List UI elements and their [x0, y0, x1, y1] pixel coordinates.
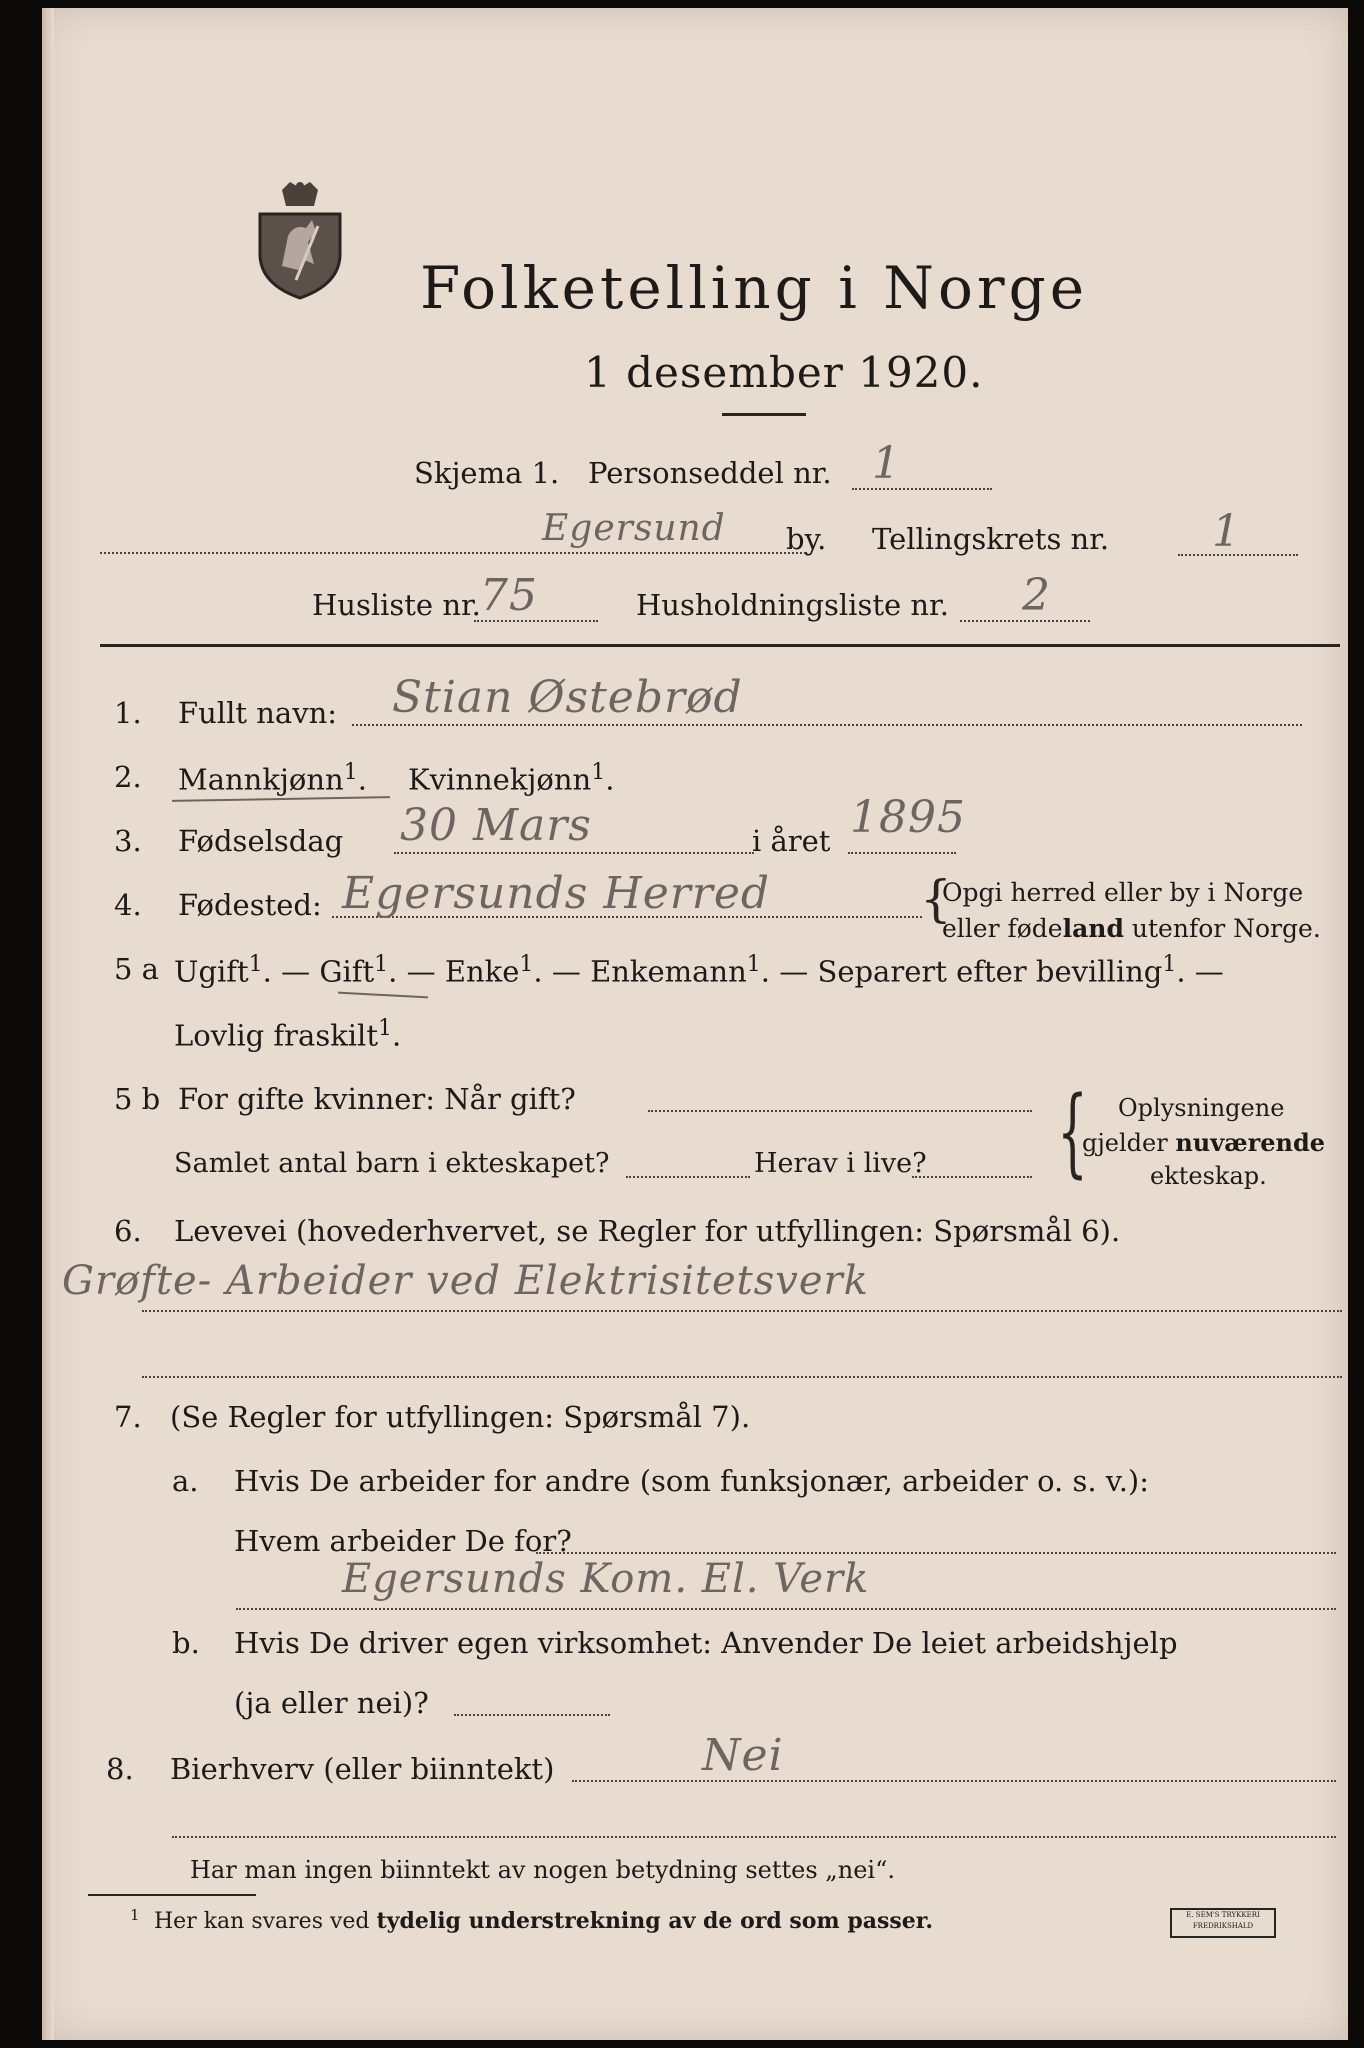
- q5b-brace: {: [1057, 1076, 1088, 1188]
- q7-label: (Se Regler for utfyllingen: Spørsmål 7).: [170, 1400, 751, 1434]
- male-option: Mannkjønn$^1$.: [178, 760, 367, 797]
- q5b-number: 5 b: [114, 1082, 161, 1116]
- husholdning-label: Husholdningsliste nr.: [636, 588, 949, 622]
- q1-label: Fullt navn:: [178, 696, 338, 730]
- title-divider: [722, 413, 806, 416]
- personseddel-label: Personseddel nr.: [588, 456, 832, 490]
- q7b-help-label: (ja eller nei)?: [234, 1686, 429, 1720]
- census-date: 1 desember 1920.: [584, 348, 984, 397]
- ugift-option: Ugift: [174, 954, 249, 989]
- q3-number: 3.: [114, 824, 142, 858]
- q5b-note-line2: gjelder nuværende: [1082, 1128, 1326, 1157]
- female-option: Kvinnekjønn$^1$.: [408, 760, 615, 797]
- husliste-label: Husliste nr.: [312, 588, 481, 622]
- q1-number: 1.: [114, 696, 142, 730]
- coat-of-arms-icon: [252, 180, 348, 300]
- q7a-text: Hvis De arbeider for andre (som funksjonær, arbeider o. s. v.):: [234, 1464, 1150, 1498]
- q2-number: 2.: [114, 760, 142, 794]
- form-title: Folketelling i Norge: [420, 254, 1089, 322]
- side-income-value: Nei: [702, 1730, 784, 1781]
- town-value: Egersund: [542, 508, 726, 549]
- husholdning-value: 2: [1022, 570, 1051, 621]
- birthplace-value: Egersunds Herred: [342, 868, 771, 919]
- q3-label: Fødselsdag: [178, 824, 344, 858]
- gift-option: Gift: [319, 954, 375, 989]
- q5b-married-label: For gifte kvinner: Når gift?: [178, 1082, 576, 1116]
- q7a-employer-label: Hvem arbeider De for?: [234, 1524, 572, 1558]
- birth-date-value: 30 Mars: [400, 800, 592, 851]
- q4-note-line1: Opgi herred eller by i Norge: [942, 878, 1304, 907]
- census-form: [42, 8, 1348, 2040]
- employer-value: Egersunds Kom. El. Verk: [342, 1556, 870, 1602]
- q4-number: 4.: [114, 888, 142, 922]
- full-name-value: Stian Østebrød: [392, 672, 743, 723]
- q7b-letter: b.: [172, 1626, 200, 1660]
- q5b-note-line1: Oplysningene: [1118, 1094, 1285, 1122]
- q5b-alive-label: Herav i live?: [754, 1148, 927, 1179]
- printer-mark: E. SEM'S TRYKKERI FREDRIKSHALD: [1170, 1908, 1276, 1938]
- birth-year-value: 1895: [850, 792, 966, 843]
- tellingskrets-value: 1: [1212, 506, 1241, 557]
- q8-number: 8.: [106, 1752, 134, 1786]
- q3-year-label: i året: [752, 824, 831, 858]
- by-label: by.: [786, 522, 827, 556]
- footnote-rule: [88, 1894, 256, 1896]
- q7a-letter: a.: [172, 1464, 199, 1498]
- enke-option: Enke: [444, 954, 520, 989]
- q5b-children-label: Samlet antal barn i ekteskapet?: [174, 1148, 610, 1179]
- q7b-text: Hvis De driver egen virksomhet: Anvender De leiet arbeidshjelp: [234, 1626, 1178, 1660]
- occupation-value: Grøfte- Arbeider ved Elektrisitetsverk: [62, 1258, 869, 1304]
- q5a-number: 5 a: [114, 952, 159, 986]
- schema-label: Skjema 1.: [414, 456, 560, 490]
- personseddel-value: 1: [872, 438, 901, 489]
- q4-note-line2: eller fødeland utenfor Norge.: [942, 914, 1321, 943]
- gift-underline: [338, 992, 428, 999]
- tellingskrets-label: Tellingskrets nr.: [872, 522, 1110, 556]
- separert-option: Separert efter bevilling: [817, 954, 1163, 989]
- male-underline: [172, 796, 390, 802]
- husliste-value: 75: [480, 570, 538, 621]
- footnote-number: 1: [130, 1906, 140, 1924]
- q5a-options: Ugift$^1$. — Gift$^1$. — Enke$^1$. — Enkemann$^1$. — Separert efter bevilling$^1$. —: [174, 952, 1224, 989]
- footnote-text: Her kan svares ved tydelig understrekning av de ord som passer.: [154, 1908, 934, 1934]
- header-rule: [100, 644, 1340, 647]
- fraskilt-option: Lovlig fraskilt$^1$.: [174, 1016, 402, 1053]
- q6-number: 6.: [114, 1214, 142, 1248]
- q8-label: Bierhverv (eller biinntekt): [170, 1752, 555, 1786]
- q5b-note-line3: ekteskap.: [1150, 1162, 1267, 1190]
- nei-instruction: Har man ingen biinntekt av nogen betydning settes „nei“.: [190, 1856, 895, 1884]
- q6-label: Levevei (hovederhvervet, se Regler for utfyllingen: Spørsmål 6).: [174, 1214, 1121, 1248]
- q4-brace: {: [920, 870, 952, 928]
- q4-label: Fødested:: [178, 888, 322, 922]
- q7-number: 7.: [114, 1400, 142, 1434]
- enkemann-option: Enkemann: [590, 954, 747, 989]
